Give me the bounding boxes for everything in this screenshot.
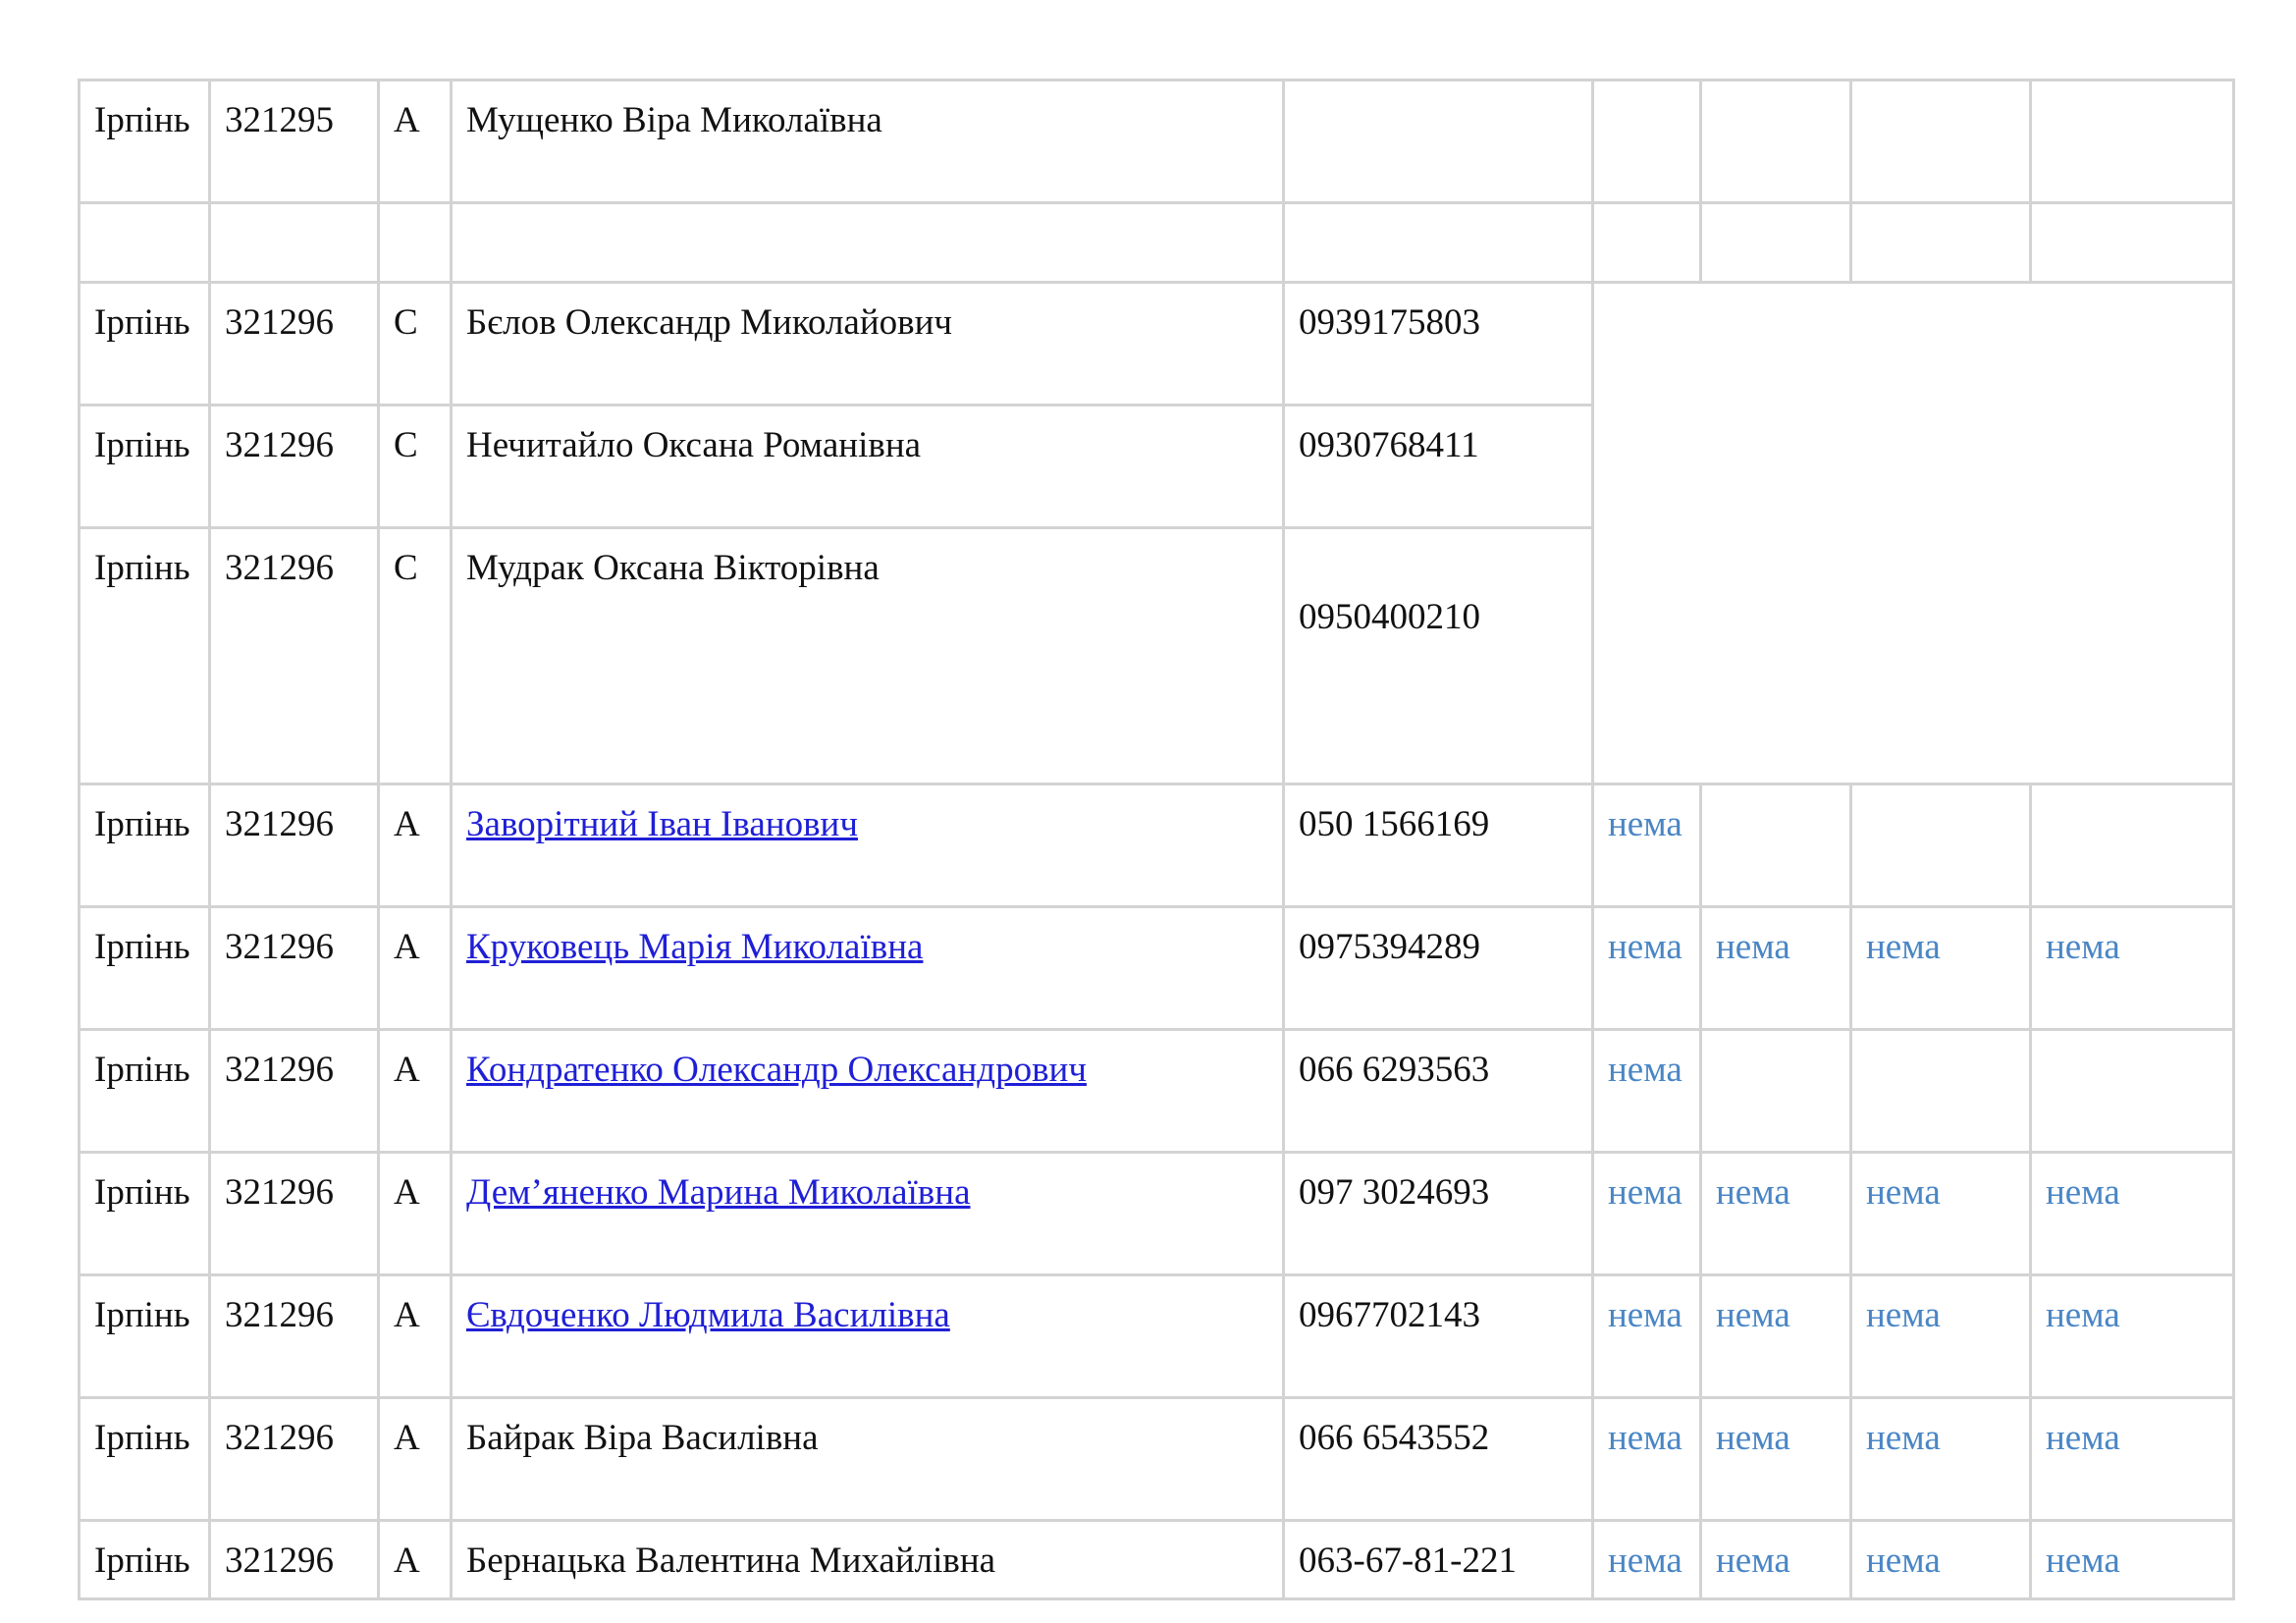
status-cell: нема bbox=[1701, 1275, 1851, 1398]
status-cell bbox=[1701, 784, 1851, 907]
city-cell: Ірпінь bbox=[80, 907, 210, 1030]
phone-cell: 097 3024693 bbox=[1284, 1153, 1593, 1275]
table-row bbox=[80, 907, 2234, 1030]
status-cell: нема bbox=[1593, 1398, 1701, 1521]
code-cell: 321295 bbox=[210, 81, 379, 203]
status-cell: нема bbox=[1593, 1153, 1701, 1275]
status-cell bbox=[1701, 81, 1851, 203]
name-cell: Нечитайло Оксана Романівна bbox=[452, 406, 1284, 528]
phone-cell: 0930768411 bbox=[1284, 406, 1593, 528]
category-cell: А bbox=[379, 1521, 452, 1599]
city-cell bbox=[80, 203, 210, 283]
table-row bbox=[80, 784, 2234, 907]
status-cell: нема bbox=[1593, 1521, 1701, 1599]
code-cell: 321296 bbox=[210, 1521, 379, 1599]
status-cell bbox=[1851, 203, 2031, 283]
status-cell bbox=[1701, 203, 1851, 283]
category-cell: А bbox=[379, 1030, 452, 1153]
status-cell: нема bbox=[1593, 1030, 1701, 1153]
status-cell bbox=[2031, 81, 2234, 203]
status-cell: нема bbox=[1851, 1153, 2031, 1275]
code-cell: 321296 bbox=[210, 907, 379, 1030]
category-cell: А bbox=[379, 1153, 452, 1275]
phone-cell bbox=[1284, 81, 1593, 203]
status-cell bbox=[2031, 784, 2234, 907]
status-cell bbox=[1593, 81, 1701, 203]
category-cell: С bbox=[379, 283, 452, 406]
phone-cell: 066 6543552 bbox=[1284, 1398, 1593, 1521]
phone-cell: 063-67-81-221 bbox=[1284, 1521, 1593, 1599]
status-cell: нема bbox=[1851, 1275, 2031, 1398]
table-row bbox=[80, 81, 2234, 203]
table-row bbox=[80, 1153, 2234, 1275]
phone-cell: 0939175803 bbox=[1284, 283, 1593, 406]
status-cell: нема bbox=[1851, 1521, 2031, 1599]
city-cell: Ірпінь bbox=[80, 1398, 210, 1521]
status-cell bbox=[1701, 1030, 1851, 1153]
status-cell: нема bbox=[1851, 907, 2031, 1030]
code-cell: 321296 bbox=[210, 1030, 379, 1153]
city-cell: Ірпінь bbox=[80, 1153, 210, 1275]
status-cell: нема bbox=[1701, 1521, 1851, 1599]
category-cell: С bbox=[379, 406, 452, 528]
name-cell bbox=[452, 1030, 1284, 1153]
person-link[interactable]: Круковець Марія Миколаївна bbox=[466, 927, 924, 967]
code-cell: 321296 bbox=[210, 283, 379, 406]
status-cell bbox=[2031, 203, 2234, 283]
status-cell: нема bbox=[1701, 1398, 1851, 1521]
person-link[interactable]: Заворітний Іван Іванович bbox=[466, 804, 858, 844]
city-cell: Ірпінь bbox=[80, 406, 210, 528]
status-cell: нема bbox=[2031, 907, 2234, 1030]
city-cell: Ірпінь bbox=[80, 1521, 210, 1599]
code-cell: 321296 bbox=[210, 784, 379, 907]
phone-cell: 0967702143 bbox=[1284, 1275, 1593, 1398]
status-cell bbox=[2031, 1030, 2234, 1153]
status-cell: нема bbox=[2031, 1398, 2234, 1521]
category-cell: А bbox=[379, 81, 452, 203]
category-cell bbox=[379, 203, 452, 283]
contacts-table bbox=[78, 79, 2235, 1600]
table-row bbox=[80, 1030, 2234, 1153]
phone-cell: 0975394289 bbox=[1284, 907, 1593, 1030]
table-row bbox=[80, 1275, 2234, 1398]
name-cell bbox=[452, 784, 1284, 907]
status-cell: нема bbox=[1593, 1275, 1701, 1398]
status-cell: нема bbox=[2031, 1521, 2234, 1599]
status-cell bbox=[1593, 203, 1701, 283]
category-cell: А bbox=[379, 1398, 452, 1521]
code-cell: 321296 bbox=[210, 406, 379, 528]
category-cell: А bbox=[379, 784, 452, 907]
name-cell bbox=[452, 203, 1284, 283]
status-cell bbox=[1851, 1030, 2031, 1153]
status-cell: нема bbox=[2031, 1275, 2234, 1398]
person-link[interactable]: Євдоченко Людмила Василівна bbox=[466, 1295, 950, 1335]
name-cell: Мудрак Оксана Вікторівна bbox=[452, 528, 1284, 784]
table-row bbox=[80, 1521, 2234, 1599]
city-cell: Ірпінь bbox=[80, 784, 210, 907]
code-cell: 321296 bbox=[210, 1153, 379, 1275]
status-cell bbox=[1851, 81, 2031, 203]
name-cell bbox=[452, 1275, 1284, 1398]
category-cell: А bbox=[379, 1275, 452, 1398]
city-cell: Ірпінь bbox=[80, 81, 210, 203]
name-cell: Бєлов Олександр Миколайович bbox=[452, 283, 1284, 406]
status-cell: нема bbox=[1701, 907, 1851, 1030]
person-link[interactable]: Кондратенко Олександр Олександрович bbox=[466, 1050, 1087, 1090]
status-cell bbox=[1851, 784, 2031, 907]
phone-cell: 050 1566169 bbox=[1284, 784, 1593, 907]
code-cell bbox=[210, 203, 379, 283]
table-row bbox=[80, 203, 2234, 283]
status-cell: нема bbox=[1701, 1153, 1851, 1275]
name-cell: Байрак Віра Василівна bbox=[452, 1398, 1284, 1521]
status-cell: нема bbox=[1593, 784, 1701, 907]
code-cell: 321296 bbox=[210, 528, 379, 784]
table-row bbox=[80, 1398, 2234, 1521]
code-cell: 321296 bbox=[210, 1275, 379, 1398]
city-cell: Ірпінь bbox=[80, 283, 210, 406]
phone-cell bbox=[1284, 203, 1593, 283]
name-cell bbox=[452, 1153, 1284, 1275]
category-cell: А bbox=[379, 907, 452, 1030]
name-cell: Мущенко Віра Миколаївна bbox=[452, 81, 1284, 203]
table-row bbox=[80, 283, 2234, 406]
city-cell: Ірпінь bbox=[80, 528, 210, 784]
person-link[interactable]: Дем’яненко Марина Миколаївна bbox=[466, 1172, 971, 1213]
city-cell: Ірпінь bbox=[80, 1275, 210, 1398]
status-cell: нема bbox=[1851, 1398, 2031, 1521]
phone-cell: 066 6293563 bbox=[1284, 1030, 1593, 1153]
city-cell: Ірпінь bbox=[80, 1030, 210, 1153]
name-cell bbox=[452, 907, 1284, 1030]
code-cell: 321296 bbox=[210, 1398, 379, 1521]
status-cell: нема bbox=[1593, 907, 1701, 1030]
merged-empty-cell bbox=[1593, 283, 2234, 784]
name-cell: Бернацька Валентина Михайлівна bbox=[452, 1521, 1284, 1599]
phone-cell: 0950400210 bbox=[1284, 528, 1593, 784]
category-cell: С bbox=[379, 528, 452, 784]
status-cell: нема bbox=[2031, 1153, 2234, 1275]
